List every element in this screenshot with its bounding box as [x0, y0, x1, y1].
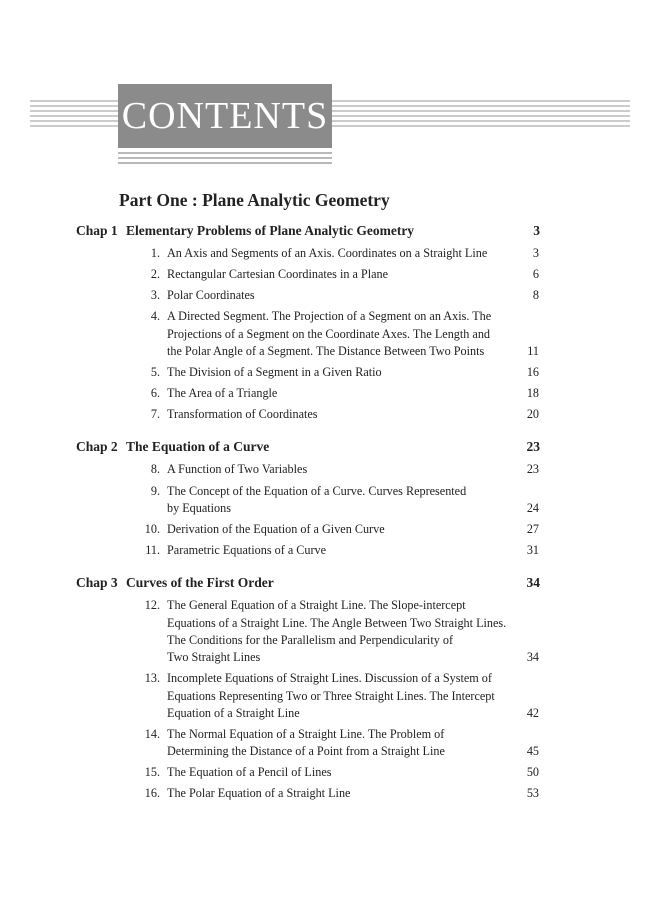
section-page: 16	[526, 364, 539, 379]
section-number: 13.	[144, 671, 160, 686]
section-page: 27	[526, 521, 539, 536]
section-number: 12.	[144, 598, 160, 613]
section-title: The Area of a Triangle	[167, 386, 278, 401]
section-page: 8	[532, 288, 539, 303]
section-number: 2.	[150, 267, 160, 282]
section-number: 16.	[144, 786, 160, 801]
chapter-block	[0, 219, 660, 423]
toc-entry[interactable]	[0, 406, 660, 423]
toc-entry[interactable]	[0, 245, 660, 262]
section-number: 10.	[144, 521, 160, 536]
toc-entry[interactable]	[0, 266, 660, 283]
section-page: 24	[526, 500, 539, 515]
section-number: 8.	[150, 462, 160, 477]
section-title: A Directed Segment. The Projection of a Segment on an Axis. The Projections of a Segment on the Coordinate Axes. The Length and the Polar Angle of a Segment. The Distance Between Two Points	[167, 309, 492, 358]
section-number: 5.	[150, 364, 160, 379]
toc-entry[interactable]	[0, 308, 660, 360]
section-page: 34	[526, 650, 539, 665]
section-number: 6.	[150, 386, 160, 401]
table-of-contents	[0, 219, 660, 815]
toc-entry[interactable]	[0, 364, 660, 381]
section-title: The Normal Equation of a Straight Line. The Problem of Determining the Distance of a Point from a Straight Line	[167, 727, 445, 759]
section-number: 15.	[144, 765, 160, 780]
chapter-label: Chap 1	[76, 223, 118, 238]
section-page: 45	[526, 744, 539, 759]
section-page: 53	[526, 786, 539, 801]
section-page: 3	[532, 246, 539, 260]
title-underline	[118, 157, 332, 159]
chapter-row[interactable]	[0, 571, 660, 595]
chapter-row[interactable]	[0, 435, 660, 459]
toc-entry[interactable]	[0, 785, 660, 802]
section-title: Derivation of the Equation of a Given Curve	[167, 521, 385, 536]
section-title: Parametric Equations of a Curve	[167, 543, 327, 558]
chapter-block	[0, 435, 660, 559]
section-title: An Axis and Segments of an Axis. Coordinates on a Straight Line	[167, 246, 488, 260]
section-title: Transformation of Coordinates	[167, 407, 318, 422]
section-page: 20	[526, 407, 539, 422]
section-page: 42	[526, 705, 539, 720]
toc-entry[interactable]	[0, 287, 660, 304]
chapter-page: 3	[533, 223, 540, 238]
section-number: 11.	[145, 543, 160, 558]
section-title: A Function of Two Variables	[167, 462, 308, 477]
section-title: The Polar Equation of a Straight Line	[167, 786, 351, 801]
toc-entry[interactable]	[0, 597, 660, 666]
section-page: 31	[526, 543, 539, 558]
section-title: Polar Coordinates	[167, 288, 255, 303]
chapter-block	[0, 571, 660, 802]
chapter-page: 34	[526, 575, 540, 591]
section-title: The General Equation of a Straight Line. The Slope-intercept Equations of a Straight Line. The Angle Between Two Straight Lines. The Conditions for the Parallelism and Perpendicularity of Two Straight Lines	[167, 598, 507, 665]
chapter-title: Elementary Problems of Plane Analytic Geometry	[126, 223, 415, 238]
chapter-title: Curves of the First Order	[126, 575, 274, 591]
toc-entry[interactable]	[0, 542, 660, 559]
section-number: 1.	[150, 246, 160, 260]
section-number: 7.	[150, 407, 160, 422]
toc-entry[interactable]	[0, 726, 660, 761]
toc-entry[interactable]	[0, 521, 660, 538]
section-number: 4.	[150, 309, 160, 324]
contents-title-box	[118, 84, 332, 148]
section-number: 9.	[150, 483, 160, 498]
section-title: The Division of a Segment in a Given Ratio	[167, 364, 382, 379]
toc-entry[interactable]	[0, 385, 660, 402]
section-title: Rectangular Cartesian Coordinates in a Plane	[167, 267, 388, 282]
chapter-page: 23	[526, 439, 540, 455]
section-page: 6	[532, 267, 539, 282]
toc-entry[interactable]	[0, 670, 660, 722]
chapter-label: Chap 2	[76, 439, 118, 455]
page-title: CONTENTS	[121, 95, 329, 137]
section-page: 50	[526, 765, 539, 780]
toc-entry[interactable]	[0, 461, 660, 478]
section-title: The Concept of the Equation of a Curve. Curves Represented by Equations	[167, 483, 467, 515]
part-heading: Part One : Plane Analytic Geometry	[119, 190, 390, 210]
title-underline	[118, 162, 332, 164]
section-title: Incomplete Equations of Straight Lines. Discussion of a System of Equations Representing Two or Three Straight Lines. The Intercept Equation of a Straight Line	[167, 671, 495, 720]
section-title: The Equation of a Pencil of Lines	[167, 765, 332, 780]
section-number: 3.	[150, 288, 160, 303]
section-page: 18	[526, 386, 539, 401]
section-page: 23	[526, 462, 539, 477]
section-number: 14.	[144, 727, 160, 741]
toc-entry[interactable]	[0, 764, 660, 781]
chapter-row[interactable]	[0, 219, 660, 243]
toc-entry[interactable]	[0, 483, 660, 518]
chapter-title: The Equation of a Curve	[126, 439, 270, 455]
title-underline	[118, 152, 332, 154]
chapter-label: Chap 3	[76, 575, 118, 591]
section-page: 11	[527, 343, 539, 358]
